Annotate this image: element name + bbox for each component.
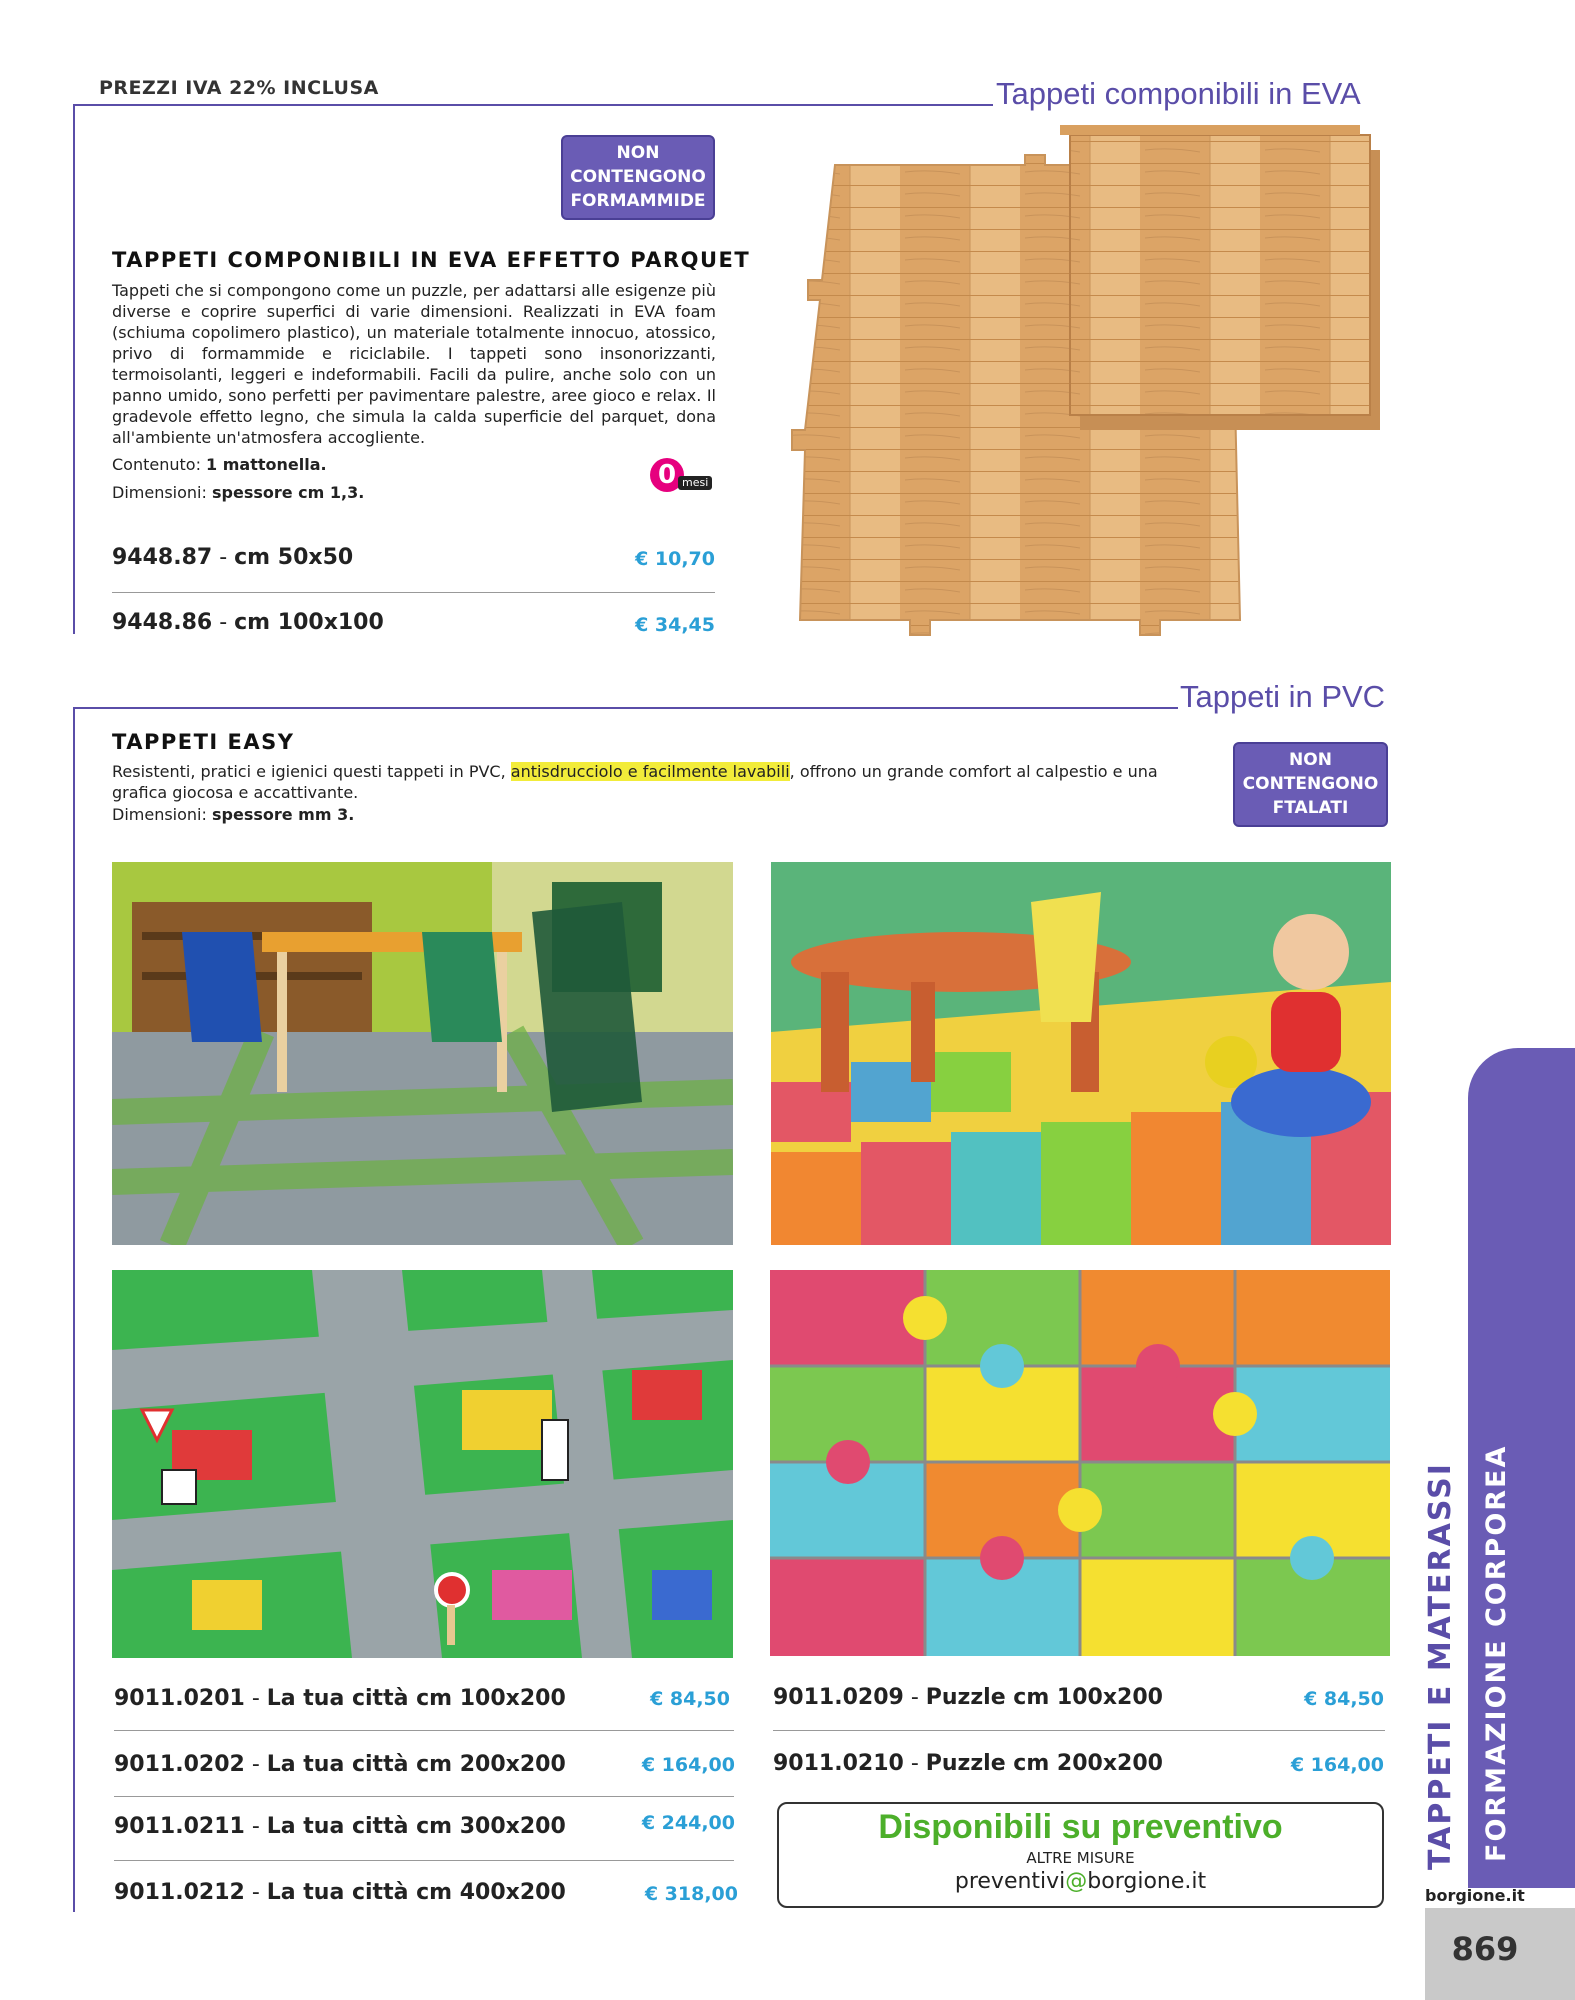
- pvc-no-ftalati-badge: [1233, 742, 1388, 827]
- child-puzzle-rug-photo: [771, 862, 1391, 1245]
- product-row: [773, 1685, 1163, 1710]
- code-separator: -: [903, 1751, 926, 1776]
- pvc-section-title: Tappeti in PVC: [1180, 679, 1386, 714]
- product-name: La tua città cm 400x200: [266, 1880, 566, 1905]
- age-0-months-icon: [650, 458, 716, 494]
- eva-content-spec: [112, 455, 327, 474]
- product-code: 9011.0201: [114, 1686, 245, 1711]
- page-number-box: [1425, 1908, 1575, 2000]
- product-name: La tua città cm 300x200: [266, 1814, 566, 1839]
- badge-line: CONTENGONO: [1242, 774, 1379, 794]
- spec-value: 1 mattonella.: [206, 455, 327, 474]
- badge-line: FORMAMMIDE: [570, 191, 706, 211]
- code-separator: -: [244, 1752, 267, 1777]
- product-price: € 10,70: [635, 548, 715, 570]
- product-name: Puzzle cm 100x200: [925, 1685, 1163, 1710]
- eva-dimensions-spec: [112, 483, 364, 502]
- code-separator: -: [244, 1880, 267, 1905]
- badge-line: FTALATI: [1272, 798, 1349, 818]
- row-divider: [114, 1860, 734, 1861]
- product-price: € 318,00: [644, 1883, 738, 1905]
- eva-product-title: TAPPETI COMPONIBILI IN EVA EFFETTO PARQUET: [112, 248, 751, 272]
- product-price: € 84,50: [650, 1688, 730, 1710]
- product-row: [114, 1880, 566, 1905]
- product-price: € 164,00: [1290, 1754, 1384, 1776]
- age-number: 0: [650, 458, 684, 492]
- vat-note: PREZZI IVA 22% INCLUSA: [99, 77, 379, 99]
- badge-line: NON: [616, 143, 660, 163]
- spec-value: spessore cm 1,3.: [211, 483, 365, 502]
- classroom-city-rug-photo: [112, 862, 733, 1245]
- quote-box: [777, 1802, 1384, 1908]
- product-name: La tua città cm 200x200: [266, 1752, 566, 1777]
- code-separator: -: [212, 545, 235, 570]
- eva-product-description: Tappeti che si compongono come un puzzle, per adattarsi alle esigenze più diverse e coprire superfici di varie dimensioni. Realizzati in EVA foam (schiuma copolimero plastico), un materiale totalmente innocuo, atossico, privo di formammide e riciclabile. I tappeti sono insonorizzanti, termoisolanti, leggeri e indeformabili. Facili da pulire, anche solo con un panno umido, sono perfetti per pavimentare palestre, aree gioco e relax. Il gradevole effetto legno, che simula la calda superficie del parquet, dona all'ambiente un'atmosfera accogliente.: [112, 281, 716, 447]
- product-code: 9011.0202: [114, 1752, 245, 1777]
- pvc-dimensions-spec: [112, 805, 354, 824]
- pvc-product-title: TAPPETI EASY: [112, 730, 295, 754]
- eva-parquet-tiles-image: [780, 120, 1400, 665]
- spec-label: Dimensioni:: [112, 805, 207, 824]
- product-price: € 34,45: [635, 614, 715, 636]
- product-code: 9011.0211: [114, 1814, 245, 1839]
- product-price: € 84,50: [1304, 1688, 1384, 1710]
- product-row: [114, 1752, 566, 1777]
- spec-value: spessore mm 3.: [211, 805, 355, 824]
- product-name: Puzzle cm 200x200: [925, 1751, 1163, 1776]
- product-row: [112, 610, 384, 635]
- quote-subtitle: ALTRE MISURE: [1026, 1849, 1135, 1867]
- desc-text: , offrono un grande comfort al calpestio e una grafica giocosa e accattivante.: [112, 762, 1158, 802]
- badge-line: CONTENGONO: [570, 167, 706, 187]
- code-separator: -: [903, 1685, 926, 1710]
- product-row: [112, 545, 353, 570]
- desc-text: Resistenti, pratici e igienici questi tappeti in PVC,: [112, 762, 511, 781]
- pvc-product-description: [112, 761, 1192, 803]
- page-number: 869: [1451, 1930, 1519, 1968]
- product-code: 9011.0210: [773, 1751, 904, 1776]
- product-size: cm 100x100: [234, 610, 384, 635]
- row-divider: [112, 592, 715, 593]
- side-tab-category: TAPPETI E MATERASSI: [1423, 1462, 1458, 1870]
- eva-no-formammide-badge: [561, 135, 715, 220]
- spec-label: Dimensioni:: [112, 483, 207, 502]
- side-tab-section: FORMAZIONE CORPOREA: [1481, 1444, 1512, 1862]
- email-at: @: [1065, 1869, 1088, 1894]
- eva-section-rule: [73, 104, 993, 106]
- code-separator: -: [244, 1686, 267, 1711]
- site-url: borgione.it: [1425, 1886, 1525, 1905]
- row-divider: [114, 1730, 734, 1731]
- product-row: [114, 1686, 566, 1711]
- product-row: [773, 1751, 1163, 1776]
- pvc-section-rule: [73, 707, 1178, 709]
- eva-section-left-rule: [73, 104, 75, 634]
- puzzle-rug-photo: [770, 1270, 1390, 1656]
- code-separator: -: [212, 610, 235, 635]
- product-row: [114, 1814, 566, 1839]
- product-size: cm 50x50: [234, 545, 354, 570]
- code-separator: -: [244, 1814, 267, 1839]
- email-user: preventivi: [954, 1869, 1066, 1894]
- product-code: 9448.87: [112, 545, 213, 570]
- product-price: € 244,00: [641, 1812, 735, 1834]
- age-unit: mesi: [678, 476, 712, 490]
- spec-label: Contenuto:: [112, 455, 201, 474]
- row-divider: [114, 1796, 734, 1797]
- product-code: 9011.0209: [773, 1685, 904, 1710]
- quote-title: Disponibili su preventivo: [878, 1808, 1283, 1846]
- pvc-section-left-rule: [73, 707, 75, 1912]
- badge-line: NON: [1289, 750, 1332, 770]
- city-rug-photo: [112, 1270, 733, 1658]
- row-divider: [773, 1730, 1385, 1731]
- product-name: La tua città cm 100x200: [266, 1686, 566, 1711]
- quote-email-link[interactable]: [779, 1869, 1382, 1894]
- email-domain: borgione.it: [1087, 1869, 1207, 1894]
- desc-highlight: antisdrucciolo e facilmente lavabili: [510, 762, 790, 781]
- product-code: 9011.0212: [114, 1880, 245, 1905]
- eva-section-title: Tappeti componibili in EVA: [996, 76, 1361, 111]
- product-price: € 164,00: [641, 1754, 735, 1776]
- tile-stack: [1060, 125, 1380, 430]
- product-code: 9448.86: [112, 610, 213, 635]
